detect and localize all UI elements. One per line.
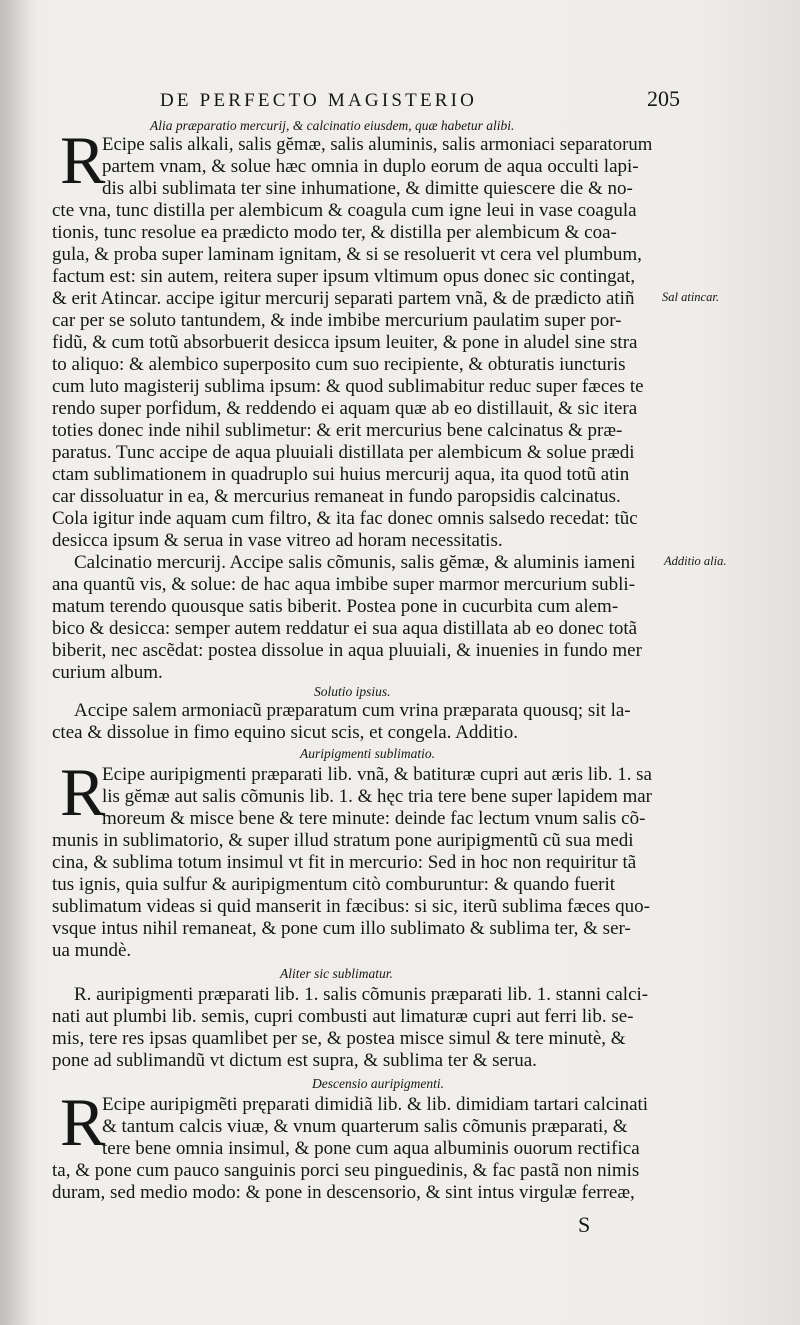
- text-line: munis in sublimatorio, & super illud stratum pone auripigmentũ cũ sua medi: [52, 830, 634, 851]
- text-line: sublimatum videas si quid manserit in fæcibus: si sic, iterũ sublima fæces quo-: [52, 896, 650, 917]
- text-line: Calcinatio mercurij. Accipe salis cõmunis, salis gĕmæ, & aluminis iameni: [74, 552, 636, 573]
- margin-note: Sal atincar.: [662, 290, 719, 304]
- text-line: nati aut plumbi lib. semis, cupri combusti aut limaturæ cupri aut ferri lib. se-: [52, 1006, 634, 1027]
- text-line: matum terendo quousque satis biberit. Postea pone in cucurbita cum alem-: [52, 596, 619, 617]
- text-line: Cola igitur inde aquam cum filtro, & ita fac donec omnis salsedo recedat: tũc: [52, 508, 638, 529]
- text-line: toties donec inde nihil sublimetur: & erit mercurius bene calcinatus & præ-: [52, 420, 623, 441]
- text-line: tionis, tunc resolue ea prædicto modo ter, & distilla per alembicum & coa-: [52, 222, 617, 243]
- text-line: tus ignis, quia sulfur & auripigmentum citò comburuntur: & quando fuerit: [52, 874, 616, 895]
- drop-capital: R: [60, 754, 106, 830]
- text-line: factum est: sin autem, reitera super ipsum vltimum opus donec sic contingat,: [52, 266, 636, 287]
- text-line: Accipe salem armoniacũ præparatum cum vrina præparata quousq; sit la-: [74, 700, 631, 721]
- text-line: curium album.: [52, 662, 163, 683]
- text-line: cum luto magisterij sublima ipsum: & quod sublimabitur reduc super fæces te: [52, 376, 644, 397]
- text-line: paratus. Tunc accipe de aqua pluuiali distillata per alembicum & solue prædi: [52, 442, 635, 463]
- drop-capital: R: [60, 122, 106, 198]
- section-subtitle: Descensio auripigmenti.: [312, 1076, 444, 1091]
- text-line: dis albi sublimata ter sine inhumatione, & dimitte quiescere die & no-: [102, 178, 633, 199]
- text-line: car per se soluto tantundem, & inde imbibe mercurium paulatim super por-: [52, 310, 622, 331]
- page-header: [160, 86, 680, 120]
- text-line: R. auripigmenti præparati lib. 1. salis cõmunis præparati lib. 1. stanni calci-: [74, 984, 649, 1005]
- page-number: 205: [647, 86, 680, 111]
- section-subtitle: Auripigmenti sublimatio.: [300, 746, 435, 761]
- text-line: ctam sublimationem in quadruplo sui huius mercurij aqua, ita quod totũ atin: [52, 464, 630, 485]
- section-subtitle: Alia præparatio mercurij, & calcinatio eiusdem, quæ habetur alibi.: [150, 118, 515, 133]
- text-line: cina, & sublima totum insimul vt fit in mercurio: Sed in hoc non requiritur tã: [52, 852, 637, 873]
- text-line: moreum & misce bene & tere minute: deinde fac lectum vnum salis cõ-: [102, 808, 646, 829]
- text-line: partem vnam, & solue hæc omnia in duplo eorum de aqua occulti lapi-: [102, 156, 639, 177]
- text-line: vsque intus nihil remaneat, & pone cum illo sublimato & sublima ter, & ser-: [52, 918, 631, 939]
- text-line: & erit Atincar. accipe igitur mercurij separati partem vnã, & de prædicto atiñ: [52, 288, 635, 309]
- text-line: ua mundè.: [52, 940, 132, 961]
- text-line: & tantum calcis viuæ, & vnum quarterum salis cõmunis præparati, &: [102, 1116, 628, 1137]
- text-line: lis gĕmæ aut salis cõmunis lib. 1. & hęc tria tere bene super lapidem mar: [102, 786, 652, 807]
- text-line: ana quantũ vis, & solue: de hac aqua imbibe super marmor mercurium subli-: [52, 574, 636, 595]
- text-line: desicca ipsum & serua in vase vitreo ad horam necessitatis.: [52, 530, 503, 551]
- text-line: Ecipe salis alkali, salis gĕmæ, salis aluminis, salis armoniaci separatorum: [102, 134, 653, 155]
- text-line: car dissoluatur in ea, & mercurius remaneat in fundo paropsidis calcinatus.: [52, 486, 621, 507]
- section-subtitle: Solutio ipsius.: [314, 684, 391, 699]
- text-line: gula, & proba super laminam ignitam, & si se resoluerit vt cera vel plumbum,: [52, 244, 642, 265]
- text-line: Ecipe auripigmenti præparati lib. vnã, & batituræ cupri aut æris lib. 1. sa: [102, 764, 652, 785]
- running-head: DE PERFECTO MAGISTERIO: [160, 90, 478, 111]
- text-line: cte vna, tunc distilla per alembicum & coagula cum igne leui in vase coagula: [52, 200, 637, 221]
- text-line: Ecipe auripigmẽti pręparati dimidiã lib. & lib. dimidiam tartari calcinati: [102, 1094, 649, 1115]
- text-line: biberit, nec ascẽdat: postea dissolue in aqua pluuiali, & inuenies in fundo mer: [52, 640, 642, 661]
- text-line: rendo super porfidum, & reddendo ei aquam quæ ab eo distillauit, & sic itera: [52, 398, 638, 419]
- text-line: duram, sed medio modo: & pone in descensorio, & sint intus virgulæ ferreæ,: [52, 1182, 635, 1203]
- text-line: fidũ, & cum totũ absorbuerit desicca ipsum leuiter, & pone in aludel sine stra: [52, 332, 638, 353]
- text-line: bico & desicca: semper autem reddatur ei sua aqua distillata ab eo donec totã: [52, 618, 638, 639]
- text-line: ta, & pone cum pauco sanguinis porci seu pinguedinis, & fac pastã non nimis: [52, 1160, 640, 1181]
- drop-capital: R: [60, 1084, 106, 1160]
- text-line: mis, tere res ipsas quamlibet per se, & postea misce simul & tere minutè, &: [52, 1028, 626, 1049]
- signature-mark: S: [578, 1212, 591, 1237]
- text-line: tere bene omnia insimul, & pone cum aqua albuminis ouorum rectifica: [102, 1138, 640, 1159]
- section-subtitle: Aliter sic sublimatur.: [280, 966, 393, 981]
- text-line: pone ad sublimandũ vt dictum est supra, & sublima ter & serua.: [52, 1050, 537, 1071]
- margin-note: Additio alia.: [664, 554, 727, 568]
- text-line: to aliquo: & alembico superposito cum suo recipiente, & obturatis iuncturis: [52, 354, 626, 375]
- text-line: ctea & dissolue in fimo equino sicut scis, et congela. Additio.: [52, 722, 518, 743]
- gutter-shadow: [0, 0, 38, 1325]
